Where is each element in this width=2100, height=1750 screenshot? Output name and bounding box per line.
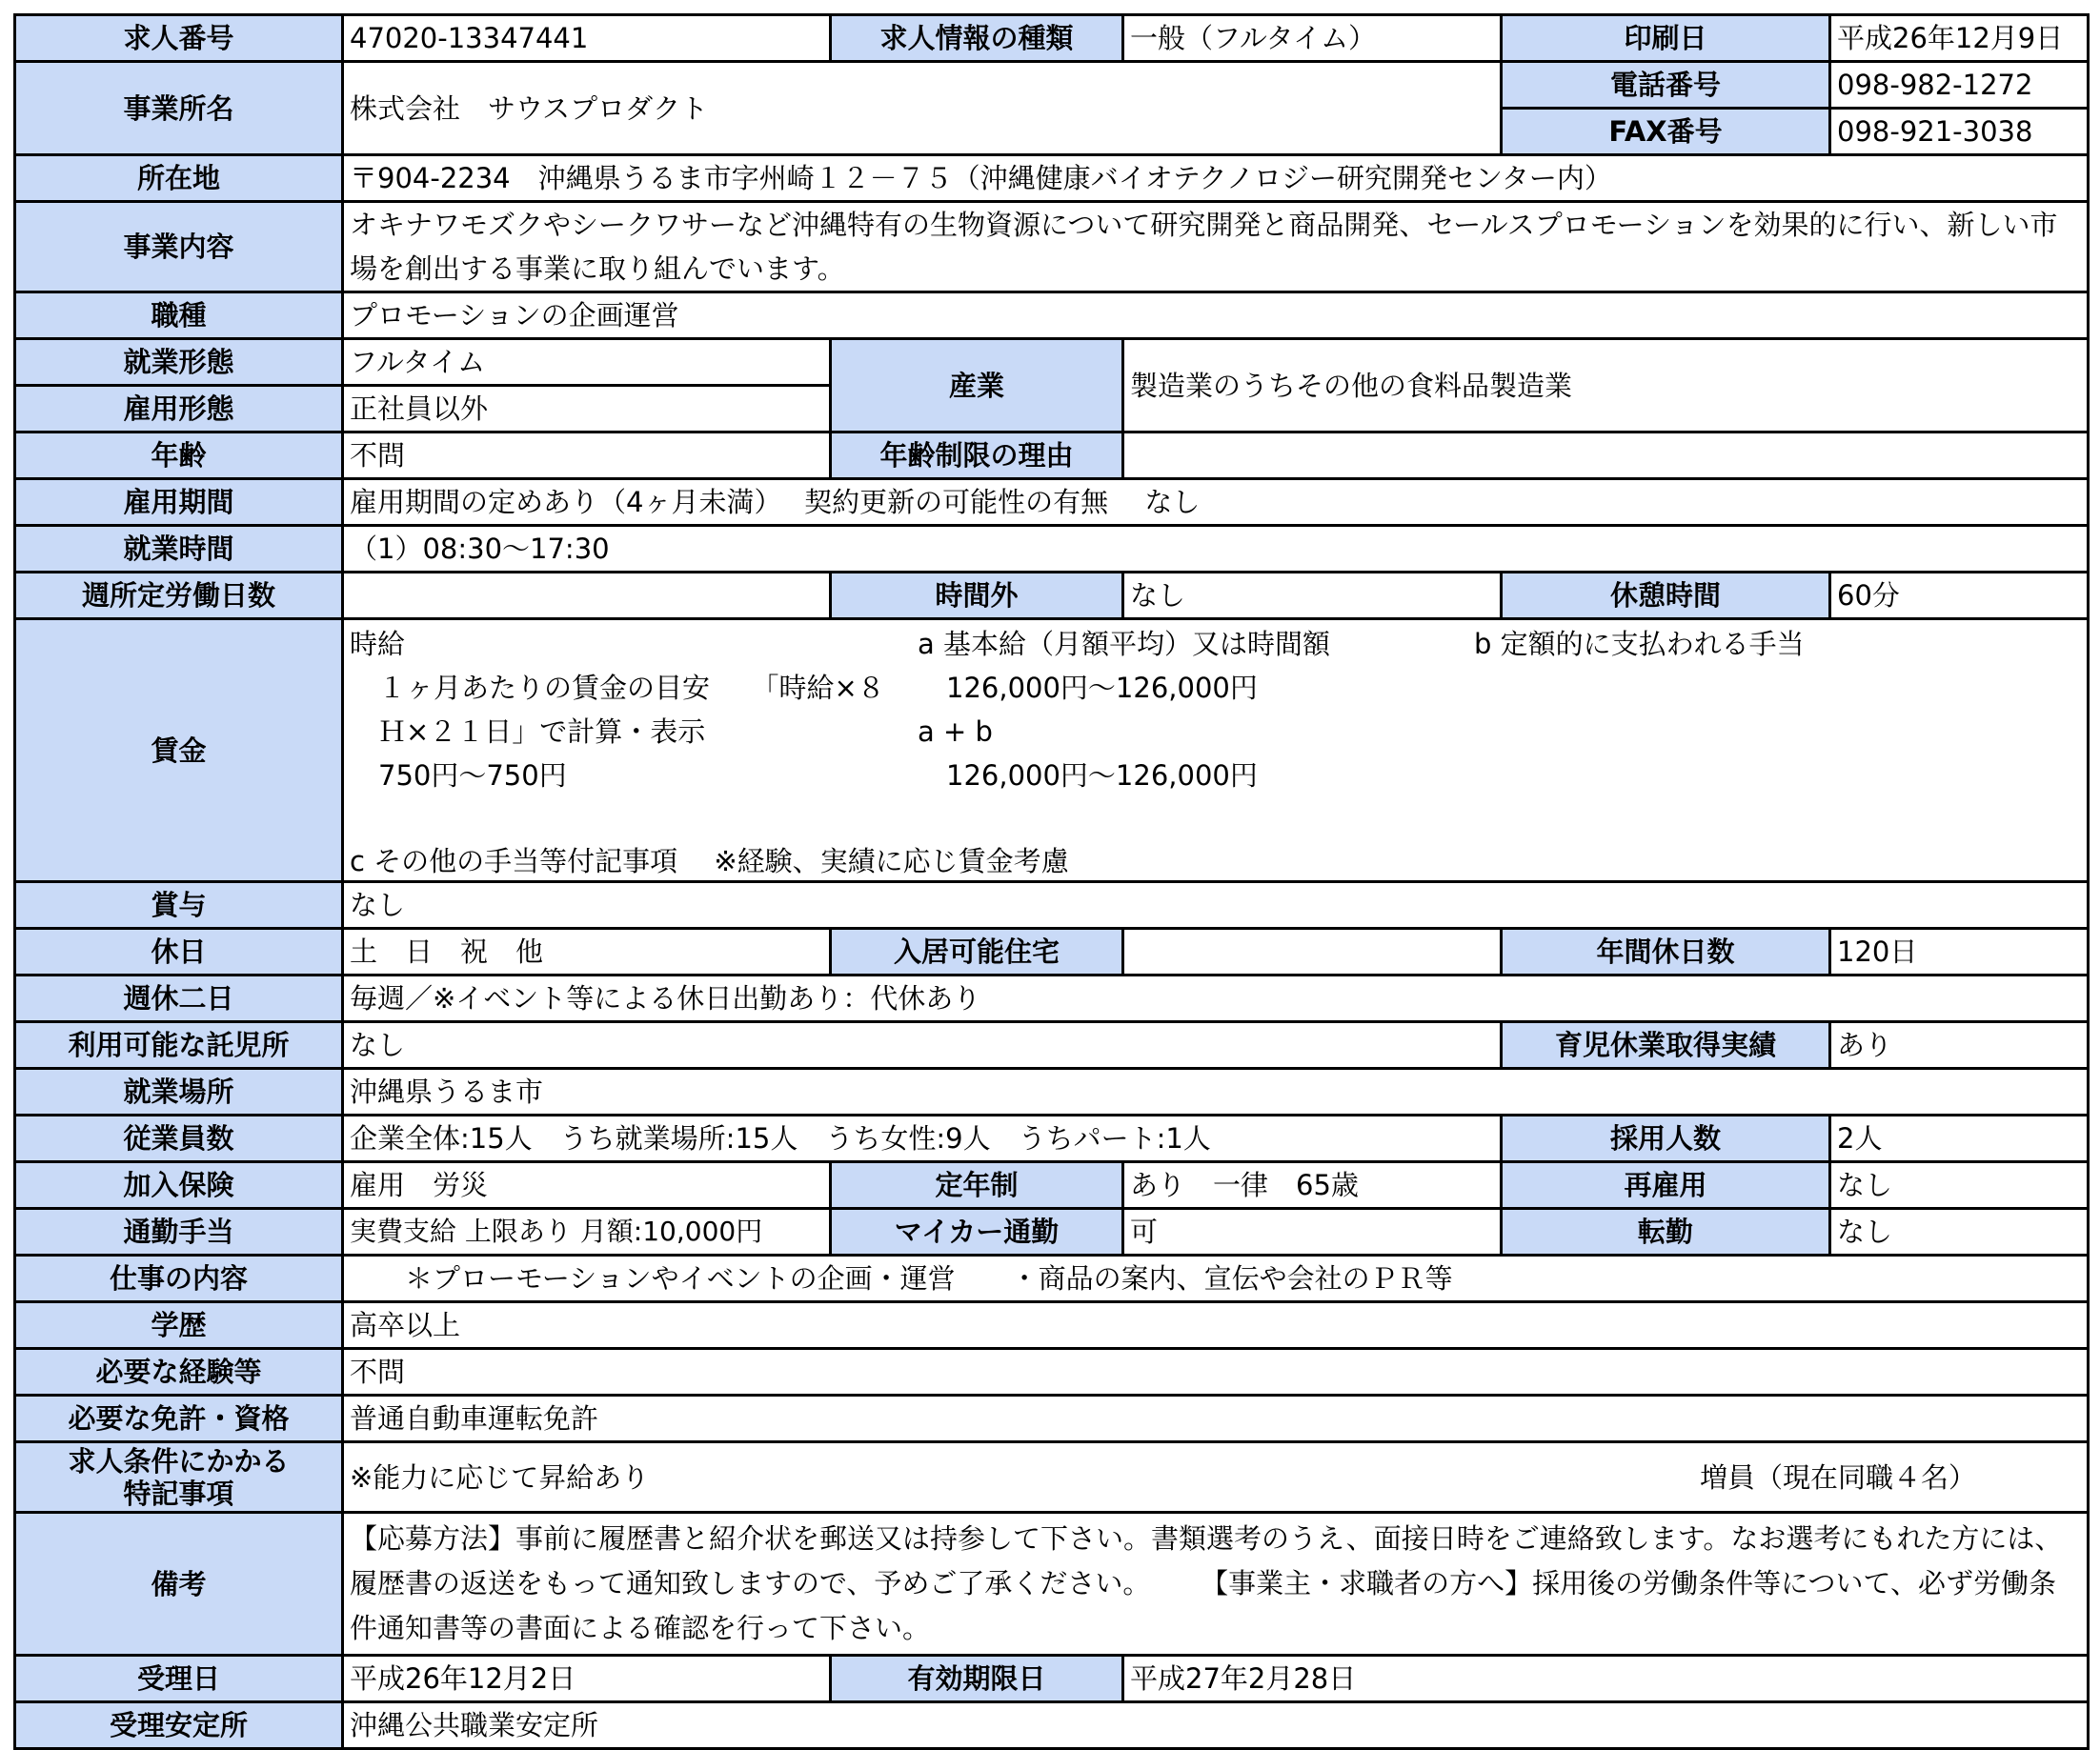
break-time-label: 休憩時間 <box>1502 573 1830 619</box>
reemployment-label: 再雇用 <box>1502 1162 1830 1209</box>
wage-label: 賃金 <box>15 619 343 882</box>
office-value: 沖縄公共職業安定所 <box>343 1702 2089 1749</box>
received-date-value: 平成26年12月2日 <box>343 1656 831 1702</box>
row-received <box>15 1656 2089 1702</box>
row-license <box>15 1396 2089 1442</box>
row-insurance <box>15 1162 2089 1209</box>
break-time-value: 60分 <box>1830 573 2089 619</box>
row-business <box>15 202 2089 292</box>
industry-label: 産業 <box>831 339 1123 432</box>
commute-value: 実費支給 上限あり 月額:10,000円 <box>343 1209 831 1256</box>
row-office <box>15 1702 2089 1749</box>
age-value: 不問 <box>343 432 831 479</box>
holidays-label: 休日 <box>15 929 343 976</box>
special-value <box>343 1442 2089 1513</box>
info-type-value: 一般（フルタイム） <box>1123 15 1502 62</box>
row-two-days-off <box>15 976 2089 1022</box>
hires-label: 採用人数 <box>1502 1116 1830 1162</box>
employment-period-value: 雇用期間の定めあり（4ヶ月未満） 契約更新の可能性の有無 なし <box>343 479 2089 526</box>
age-label: 年齢 <box>15 432 343 479</box>
parental-leave-value: あり <box>1830 1022 2089 1069</box>
weekly-days-label: 週所定労働日数 <box>15 573 343 619</box>
insurance-label: 加入保険 <box>15 1162 343 1209</box>
annual-holidays-label: 年間休日数 <box>1502 929 1830 976</box>
row-remarks <box>15 1513 2089 1656</box>
license-value: 普通自動車運転免許 <box>343 1396 2089 1442</box>
education-label: 学歴 <box>15 1302 343 1349</box>
holidays-value: 土 日 祝 他 <box>343 929 831 976</box>
wage-line4-left: 750円〜750円 <box>378 759 567 792</box>
row-work-hours <box>15 526 2089 573</box>
row-job-content <box>15 1256 2089 1302</box>
company-value: 株式会社 サウスプロダクト <box>343 62 1502 155</box>
bonus-label: 賞与 <box>15 882 343 929</box>
wage-value <box>343 619 2089 882</box>
employment-period-label: 雇用期間 <box>15 479 343 526</box>
work-hours-value: （1）08:30〜17:30 <box>343 526 2089 573</box>
work-location-label: 就業場所 <box>15 1069 343 1116</box>
car-commute-value: 可 <box>1123 1209 1502 1256</box>
reemployment-value: なし <box>1830 1162 2089 1209</box>
fax-value: 098-921-3038 <box>1830 109 2089 155</box>
transfer-value: なし <box>1830 1209 2089 1256</box>
row-special <box>15 1442 2089 1513</box>
info-type-label: 求人情報の種類 <box>831 15 1123 62</box>
weekly-days-value <box>343 573 831 619</box>
valid-until-label: 有効期限日 <box>831 1656 1123 1702</box>
row-education <box>15 1302 2089 1349</box>
row-employment-period <box>15 479 2089 526</box>
phone-label: 電話番号 <box>1502 62 1830 109</box>
row-experience <box>15 1349 2089 1396</box>
transfer-label: 転勤 <box>1502 1209 1830 1256</box>
row-work-style <box>15 339 2089 386</box>
special-label-line2: 特記事項 <box>123 1477 234 1510</box>
work-style-value: フルタイム <box>343 339 831 386</box>
experience-label: 必要な経験等 <box>15 1349 343 1396</box>
retirement-value: あり 一律 65歳 <box>1123 1162 1502 1209</box>
address-label: 所在地 <box>15 155 343 202</box>
job-content-label: 仕事の内容 <box>15 1256 343 1302</box>
license-label: 必要な免許・資格 <box>15 1396 343 1442</box>
housing-value <box>1123 929 1502 976</box>
age-reason-label: 年齢制限の理由 <box>831 432 1123 479</box>
job-posting-table <box>13 13 2090 1750</box>
special-value-left: ※能力に応じて昇給あり <box>350 1460 650 1494</box>
row-occupation <box>15 292 2089 339</box>
hires-value: 2人 <box>1830 1116 2089 1162</box>
wage-line2-mid: 126,000円〜126,000円 <box>946 672 1258 704</box>
phone-value: 098-982-1272 <box>1830 62 2089 109</box>
wage-line3-mid: a + b <box>918 715 993 748</box>
office-label: 受理安定所 <box>15 1702 343 1749</box>
age-reason-value <box>1123 432 2089 479</box>
row-commute <box>15 1209 2089 1256</box>
work-location-value: 沖縄県うるま市 <box>343 1069 2089 1116</box>
overtime-label: 時間外 <box>831 573 1123 619</box>
row-employees <box>15 1116 2089 1162</box>
company-label: 事業所名 <box>15 62 343 155</box>
print-date-value: 平成26年12月9日 <box>1830 15 2089 62</box>
commute-label: 通勤手当 <box>15 1209 343 1256</box>
row-age <box>15 432 2089 479</box>
experience-value: 不問 <box>343 1349 2089 1396</box>
row-wage <box>15 619 2089 882</box>
annual-holidays-value: 120日 <box>1830 929 2089 976</box>
business-value: オキナワモズクやシークワサーなど沖縄特有の生物資源について研究開発と商品開発、セールスプロモーションを効果的に行い、新しい市場を創出する事業に取り組んでいます。 <box>343 202 2089 292</box>
retirement-label: 定年制 <box>831 1162 1123 1209</box>
remarks-label: 備考 <box>15 1513 343 1656</box>
row-address <box>15 155 2089 202</box>
insurance-value: 雇用 労災 <box>343 1162 831 1209</box>
wage-line1-left: 時給 <box>350 628 406 660</box>
parental-leave-label: 育児休業取得実績 <box>1502 1022 1830 1069</box>
childcare-label: 利用可能な託児所 <box>15 1022 343 1069</box>
wage-line4-mid: 126,000円〜126,000円 <box>946 759 1258 792</box>
employees-label: 従業員数 <box>15 1116 343 1162</box>
job-number-value: 47020-13347441 <box>343 15 831 62</box>
bonus-value: なし <box>343 882 2089 929</box>
housing-label: 入居可能住宅 <box>831 929 1123 976</box>
address-value: 〒904-2234 沖縄県うるま市字州崎１２－７５（沖縄健康バイオテクノロジー研究開発センター内） <box>343 155 2089 202</box>
special-label-line1: 求人条件にかかる <box>68 1444 290 1478</box>
childcare-value: なし <box>343 1022 1502 1069</box>
employment-type-label: 雇用形態 <box>15 386 343 432</box>
occupation-value: プロモーションの企画運営 <box>343 292 2089 339</box>
job-posting-sheet <box>13 13 2087 1741</box>
wage-line1-mid: a 基本給（月額平均）又は時間額 <box>918 628 1330 660</box>
employees-value: 企業全体:15人 うち就業場所:15人 うち女性:9人 うちパート:1人 <box>343 1116 1502 1162</box>
row-weekly-days <box>15 573 2089 619</box>
row-company <box>15 62 2089 109</box>
work-hours-label: 就業時間 <box>15 526 343 573</box>
fax-label: FAX番号 <box>1502 109 1830 155</box>
occupation-label: 職種 <box>15 292 343 339</box>
wage-line1-right: b 定額的に支払われる手当 <box>1474 628 1805 660</box>
education-value: 高卒以上 <box>343 1302 2089 1349</box>
row-holidays <box>15 929 2089 976</box>
special-label <box>15 1442 343 1513</box>
overtime-value: なし <box>1123 573 1502 619</box>
print-date-label: 印刷日 <box>1502 15 1830 62</box>
business-label: 事業内容 <box>15 202 343 292</box>
car-commute-label: マイカー通勤 <box>831 1209 1123 1256</box>
two-days-off-value: 毎週／※イベント等による休日出勤あり：代休あり <box>343 976 2089 1022</box>
valid-until-value: 平成27年2月28日 <box>1123 1656 2089 1702</box>
row-job-number <box>15 15 2089 62</box>
work-style-label: 就業形態 <box>15 339 343 386</box>
job-content-value: ＊プローモーションやイベントの企画・運営 ・商品の案内、宣伝や会社のＰＲ等 <box>343 1256 2089 1302</box>
two-days-off-label: 週休二日 <box>15 976 343 1022</box>
row-childcare <box>15 1022 2089 1069</box>
special-value-right: 増員（現在同職４名） <box>1699 1460 1976 1494</box>
job-number-label: 求人番号 <box>15 15 343 62</box>
wage-line2-left: １ヶ月あたりの賃金の目安 「時給×８ <box>378 672 885 704</box>
wage-line6: c その他の手当等付記事項 ※経験、実績に応じ賃金考慮 <box>350 845 1069 877</box>
wage-line3-left: Ｈ×２１日」で計算・表示 <box>378 715 706 748</box>
received-date-label: 受理日 <box>15 1656 343 1702</box>
row-bonus <box>15 882 2089 929</box>
industry-value: 製造業のうちその他の食料品製造業 <box>1123 339 2089 432</box>
row-work-location <box>15 1069 2089 1116</box>
employment-type-value: 正社員以外 <box>343 386 831 432</box>
remarks-value: 【応募方法】事前に履歴書と紹介状を郵送又は持参して下さい。書類選考のうえ、面接日時をご連絡致します。なお選考にもれた方には、履歴書の返送をもって通知致しますので、予めご了承ください。 【事業主・求職者の方へ】採用後の労働条件等について、必ず労働条件通知書等の書面による確認を行って下さい。 <box>343 1513 2089 1656</box>
